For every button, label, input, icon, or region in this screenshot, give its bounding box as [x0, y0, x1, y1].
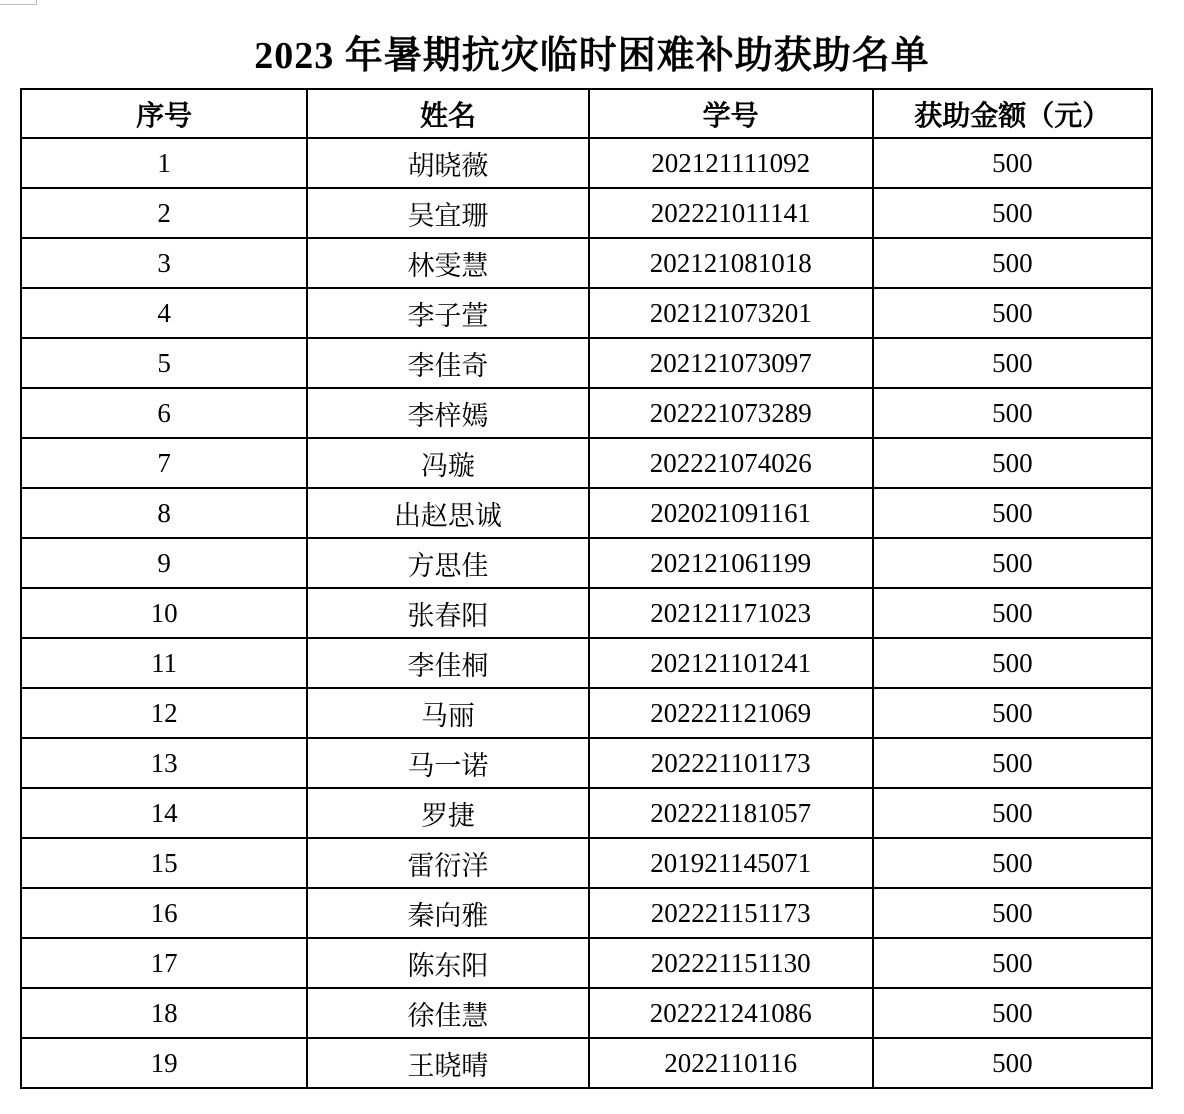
table-row — [21, 888, 1152, 938]
amount-cell: 500 — [873, 188, 1152, 238]
column-header-index: 序号 — [21, 89, 307, 138]
column-header-name: 姓名 — [307, 89, 589, 138]
table-row — [21, 338, 1152, 388]
student-id-cell: 202021091161 — [589, 488, 873, 538]
name-cell: 秦向雅 — [307, 888, 589, 938]
header-row — [21, 89, 1152, 138]
table-row — [21, 688, 1152, 738]
name-cell: 胡晓薇 — [307, 138, 589, 188]
amount-cell: 500 — [873, 588, 1152, 638]
amount-cell: 500 — [873, 288, 1152, 338]
name-cell: 方思佳 — [307, 538, 589, 588]
amount-cell: 500 — [873, 688, 1152, 738]
student-id-cell: 202121073097 — [589, 338, 873, 388]
student-id-cell: 202121171023 — [589, 588, 873, 638]
name-cell: 冯璇 — [307, 438, 589, 488]
table-row — [21, 838, 1152, 888]
student-id-cell: 202121081018 — [589, 238, 873, 288]
student-id-cell: 202221181057 — [589, 788, 873, 838]
row-index-cell: 18 — [21, 988, 307, 1038]
name-cell: 李梓嫣 — [307, 388, 589, 438]
student-id-cell: 202221121069 — [589, 688, 873, 738]
row-index-cell: 13 — [21, 738, 307, 788]
amount-cell: 500 — [873, 138, 1152, 188]
student-id-cell: 202221073289 — [589, 388, 873, 438]
name-cell: 马丽 — [307, 688, 589, 738]
table-row — [21, 1038, 1152, 1088]
table-row — [21, 638, 1152, 688]
student-id-cell: 202221151173 — [589, 888, 873, 938]
amount-cell: 500 — [873, 638, 1152, 688]
amount-cell: 500 — [873, 838, 1152, 888]
name-cell: 林雯慧 — [307, 238, 589, 288]
table-row — [21, 538, 1152, 588]
student-id-cell: 202121073201 — [589, 288, 873, 338]
table-row — [21, 588, 1152, 638]
amount-cell: 500 — [873, 988, 1152, 1038]
amount-cell: 500 — [873, 438, 1152, 488]
table-row — [21, 988, 1152, 1038]
student-id-cell: 202221241086 — [589, 988, 873, 1038]
amount-cell: 500 — [873, 938, 1152, 988]
row-index-cell: 19 — [21, 1038, 307, 1088]
row-index-cell: 5 — [21, 338, 307, 388]
row-index-cell: 6 — [21, 388, 307, 438]
row-index-cell: 7 — [21, 438, 307, 488]
column-header-amount: 获助金额（元） — [873, 89, 1152, 138]
name-cell: 李佳奇 — [307, 338, 589, 388]
name-cell: 李子萱 — [307, 288, 589, 338]
amount-cell: 500 — [873, 788, 1152, 838]
row-index-cell: 3 — [21, 238, 307, 288]
row-index-cell: 9 — [21, 538, 307, 588]
table-row — [21, 438, 1152, 488]
student-id-cell: 202221151130 — [589, 938, 873, 988]
column-header-student-id: 学号 — [589, 89, 873, 138]
table-row — [21, 488, 1152, 538]
name-cell: 出赵思诚 — [307, 488, 589, 538]
row-index-cell: 14 — [21, 788, 307, 838]
page-title: 2023 年暑期抗灾临时困难补助获助名单 — [254, 35, 930, 77]
amount-cell: 500 — [873, 888, 1152, 938]
name-cell: 马一诺 — [307, 738, 589, 788]
row-index-cell: 1 — [21, 138, 307, 188]
amount-cell: 500 — [873, 1038, 1152, 1088]
row-index-cell: 8 — [21, 488, 307, 538]
row-index-cell: 2 — [21, 188, 307, 238]
student-id-cell: 202221101173 — [589, 738, 873, 788]
row-index-cell: 11 — [21, 638, 307, 688]
name-cell: 李佳桐 — [307, 638, 589, 688]
table-row — [21, 138, 1152, 188]
amount-cell: 500 — [873, 338, 1152, 388]
name-cell: 张春阳 — [307, 588, 589, 638]
row-index-cell: 4 — [21, 288, 307, 338]
table-row — [21, 388, 1152, 438]
student-id-cell: 202221074026 — [589, 438, 873, 488]
spreadsheet-corner-gridline — [0, 0, 37, 5]
student-id-cell: 2022110116 — [589, 1038, 873, 1088]
name-cell: 吴宜珊 — [307, 188, 589, 238]
row-index-cell: 17 — [21, 938, 307, 988]
amount-cell: 500 — [873, 738, 1152, 788]
row-index-cell: 16 — [21, 888, 307, 938]
table-row — [21, 188, 1152, 238]
amount-cell: 500 — [873, 238, 1152, 288]
name-cell: 王晓晴 — [307, 1038, 589, 1088]
amount-cell: 500 — [873, 388, 1152, 438]
amount-cell: 500 — [873, 538, 1152, 588]
row-index-cell: 15 — [21, 838, 307, 888]
table-body — [21, 138, 1152, 1088]
row-index-cell: 10 — [21, 588, 307, 638]
student-id-cell: 202121111092 — [589, 138, 873, 188]
student-id-cell: 201921145071 — [589, 838, 873, 888]
amount-cell: 500 — [873, 488, 1152, 538]
table-row — [21, 738, 1152, 788]
student-id-cell: 202121061199 — [589, 538, 873, 588]
student-id-cell: 202221011141 — [589, 188, 873, 238]
table-row — [21, 788, 1152, 838]
student-id-cell: 202121101241 — [589, 638, 873, 688]
name-cell: 雷衍洋 — [307, 838, 589, 888]
table-row — [21, 938, 1152, 988]
name-cell: 徐佳慧 — [307, 988, 589, 1038]
table-header — [21, 89, 1152, 138]
row-index-cell: 12 — [21, 688, 307, 738]
table-row — [21, 238, 1152, 288]
recipients-table — [20, 88, 1153, 1089]
name-cell: 陈东阳 — [307, 938, 589, 988]
table-row — [21, 288, 1152, 338]
name-cell: 罗捷 — [307, 788, 589, 838]
